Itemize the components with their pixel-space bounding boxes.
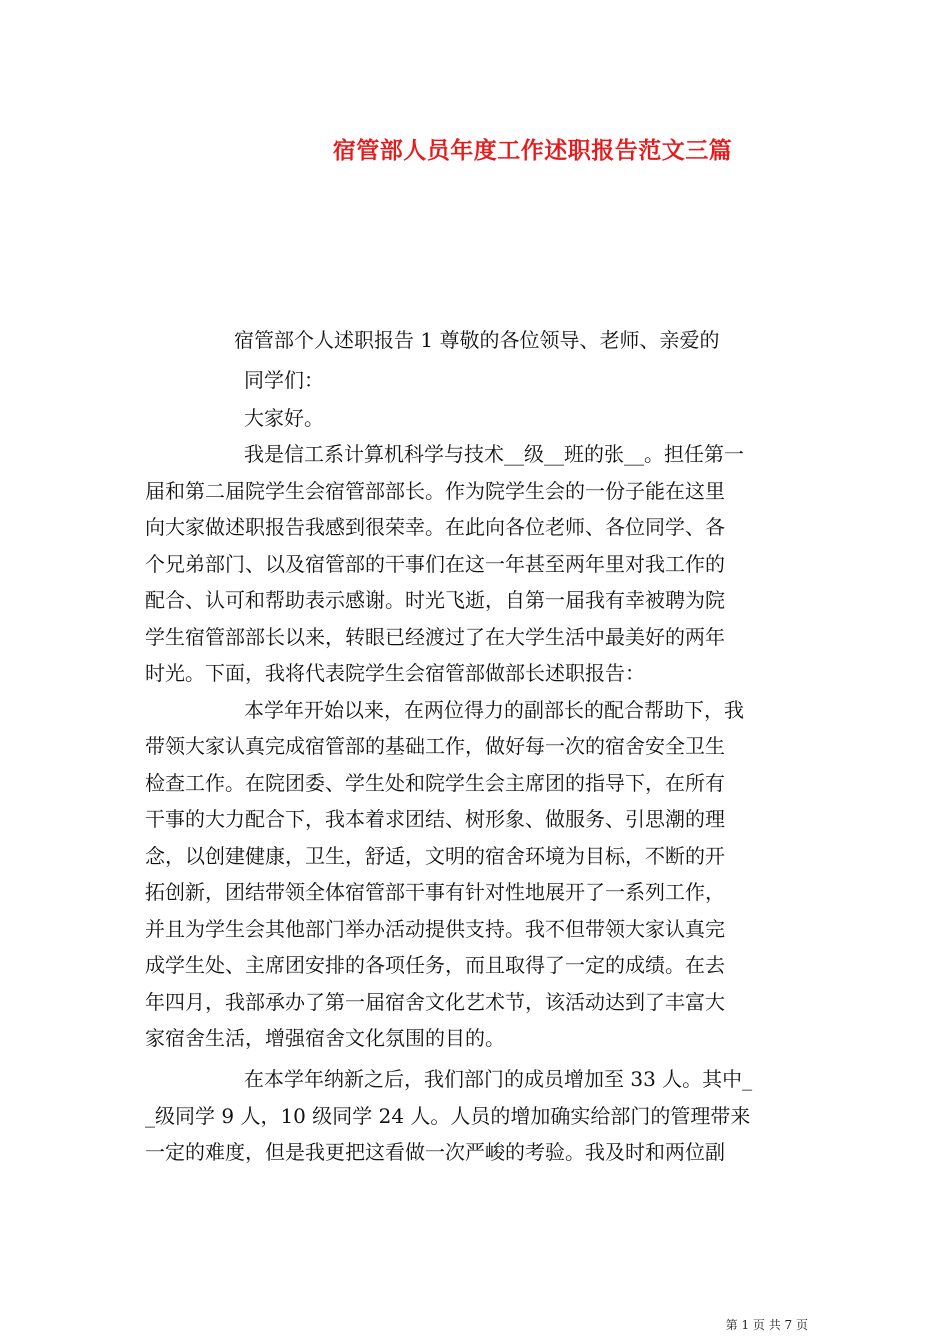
- paragraph-line: 带领大家认真完成宿管部的基础工作，做好每一次的宿舍安全卫生: [145, 734, 725, 758]
- paragraph-line: 检查工作。在院团委、学生处和院学生会主席团的指导下，在所有: [145, 771, 725, 795]
- paragraph-line: 家宿舍生活，增强宿舍文化氛围的目的。: [145, 1026, 505, 1050]
- paragraph-line: 年四月，我部承办了第一届宿舍文化艺术节，该活动达到了丰富大: [145, 990, 725, 1014]
- paragraph-line: 在本学年纳新之后，我们部门的成员增加至 33 人。其中_: [244, 1067, 753, 1091]
- paragraph-line: 干事的大力配合下，我本着求团结、树形象、做服务、引思潮的理: [145, 807, 725, 831]
- paragraph-line: 同学们：: [244, 368, 324, 392]
- paragraph-line: 时光。下面，我将代表院学生会宿管部做部长述职报告：: [145, 661, 645, 685]
- paragraph-line: 念，以创建健康，卫生，舒适，文明的宿舍环境为目标，不断的开: [145, 844, 725, 868]
- paragraph-line: 一定的难度，但是我更把这看做一次严峻的考验。我及时和两位副: [145, 1140, 725, 1164]
- document-title: 宿管部人员年度工作述职报告范文三篇: [332, 137, 733, 164]
- paragraph-line: 宿管部个人述职报告 1 尊敬的各位领导、老师、亲爱的: [234, 328, 720, 352]
- paragraph-line: 我是信工系计算机科学与技术__级__班的张__。担任第一: [244, 442, 744, 466]
- page-footer: 第 1 页 共 7 页: [725, 1318, 808, 1332]
- paragraph-line: 配合、认可和帮助表示感谢。时光飞逝，自第一届我有幸被聘为院: [145, 588, 725, 612]
- paragraph-line: 并且为学生会其他部门举办活动提供支持。我不但带领大家认真完: [145, 917, 725, 941]
- paragraph-line: _级同学 9 人，10 级同学 24 人。人员的增加确实给部门的管理带来: [145, 1104, 751, 1128]
- paragraph-line: 本学年开始以来，在两位得力的副部长的配合帮助下，我: [244, 698, 744, 722]
- paragraph-line: 成学生处、主席团安排的各项任务，而且取得了一定的成绩。在去: [145, 953, 725, 977]
- paragraph-line: 届和第二届院学生会宿管部部长。作为院学生会的一份子能在这里: [145, 479, 725, 503]
- paragraph-line: 学生宿管部部长以来，转眼已经渡过了在大学生活中最美好的两年: [145, 625, 725, 649]
- paragraph-line: 拓创新，团结带领全体宿管部干事有针对性地展开了一系列工作，: [145, 880, 725, 904]
- paragraph-line: 大家好。: [244, 406, 324, 430]
- paragraph-line: 向大家做述职报告我感到很荣幸。在此向各位老师、各位同学、各: [145, 515, 725, 539]
- paragraph-line: 个兄弟部门、以及宿管部的干事们在这一年甚至两年里对我工作的: [145, 552, 725, 576]
